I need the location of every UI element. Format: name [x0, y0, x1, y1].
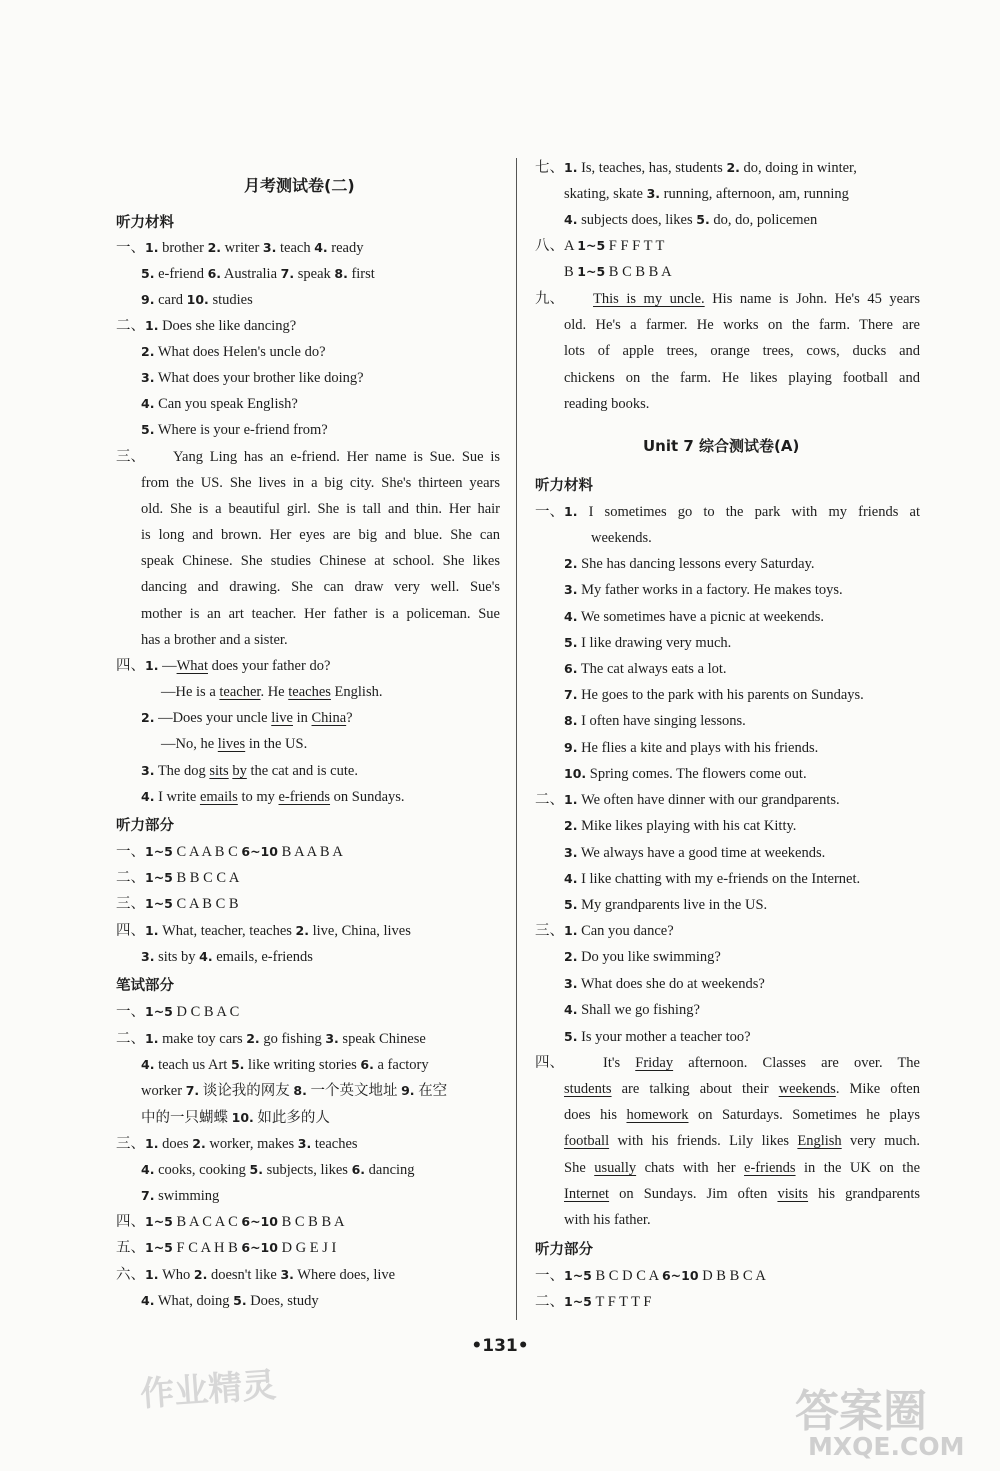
sentence-line: 4. We sometimes have a picnic at weekends. — [564, 609, 825, 625]
sentence-line: 3. My father works in a factory. He makes toys. — [564, 582, 843, 598]
answer-line: 一、1~5 D C B A C — [116, 1004, 240, 1020]
question-line: 2. Do you like swimming? — [564, 949, 721, 965]
sentence-line: 10. Spring comes. The flowers come out. — [564, 766, 807, 782]
watermark-logo: 答案圈 — [795, 1386, 927, 1437]
passage-line: chickens on the farm. He likes playing football and — [564, 370, 920, 386]
sentence-line: 5. My grandparents live in the US. — [564, 897, 768, 913]
passage-line: mother is an art teacher. Her father is a policeman. Sue — [141, 606, 500, 622]
answer-line: 中的一只蝴蝶 10. 如此多的人 — [141, 1110, 330, 1126]
passage-line: She usually chats with her e-friends in the UK on the — [564, 1160, 921, 1176]
passage-line: with his father. — [564, 1212, 651, 1228]
answer-line: 八、A 1~5 F F F T T — [535, 238, 665, 254]
sentence-line: 2. She has dancing lessons every Saturday. — [564, 556, 815, 572]
answer-line: 一、1~5 B C D C A 6~10 D B B C A — [535, 1268, 766, 1284]
watermark-text: 作业精灵 — [139, 1365, 278, 1415]
section-heading: 听力部分 — [116, 818, 174, 834]
answer-line: 四、1~5 B A C A C 6~10 B C B B A — [116, 1214, 345, 1230]
dialogue-line: 3. The dog sits by the cat and is cute. — [141, 763, 358, 779]
unit-title: Unit 7 综合测试卷(A) — [643, 437, 800, 455]
column-divider — [516, 158, 517, 1320]
page-title: 月考测试卷(二) — [244, 176, 355, 195]
answer-line: 三、1~5 C A B C B — [116, 896, 239, 912]
answer-line: 二、1. make toy cars 2. go fishing 3. speak Chinese — [116, 1031, 426, 1047]
passage-line: football with his friends. Lily likes English very much. — [564, 1133, 920, 1149]
passage-line: speak Chinese. She studies Chinese at school. She likes — [141, 553, 500, 569]
passage-line: students are talking about their weekends. Mike often — [564, 1081, 920, 1097]
answer-line: 7. swimming — [141, 1188, 220, 1204]
question-line: 5. Where is your e-friend from? — [141, 422, 328, 438]
section-heading: 听力部分 — [535, 1242, 593, 1258]
answer-line: 三、1. does 2. worker, makes 3. teaches — [116, 1136, 358, 1152]
sentence-line: 3. We always have a good time at weekends. — [564, 845, 826, 861]
answer-line: 4. What, doing 5. Does, study — [141, 1293, 319, 1309]
sentence-line: 二、1. We often have dinner with our grandparents. — [535, 792, 840, 808]
answer-line: 一、1~5 C A A B C 6~10 B A A B A — [116, 844, 343, 860]
sentence-line: weekends. — [591, 530, 652, 546]
page-number: •131• — [471, 1336, 529, 1356]
answer-line: 二、1~5 B B C C A — [116, 870, 240, 886]
section-label: 九、 — [535, 291, 564, 307]
watermark-url: MXQE.COM — [808, 1432, 965, 1461]
passage-line: from the US. She lives in a big city. She's thirteen years — [141, 475, 500, 491]
answer-line: 9. card 10. studies — [141, 292, 253, 308]
dialogue-line: 四、1. —What does your father do? — [116, 658, 331, 674]
answer-line: 3. sits by 4. emails, e-friends — [141, 949, 313, 965]
section-label: 四、 — [535, 1055, 564, 1071]
section-heading: 笔试部分 — [116, 978, 174, 994]
passage-line: old. He's a farmer. He works on the farm. There are — [564, 317, 920, 333]
question-line: 4. Shall we go fishing? — [564, 1002, 700, 1018]
sentence-line: 7. He goes to the park with his parents on Sundays. — [564, 687, 864, 703]
question-line: 三、1. Can you dance? — [535, 923, 674, 939]
section-label: 三、 — [116, 449, 145, 465]
sentence-line: 8. I often have singing lessons. — [564, 713, 746, 729]
answer-line: 六、1. Who 2. doesn't like 3. Where does, live — [116, 1267, 396, 1283]
dialogue-line: 2. —Does your uncle live in China? — [141, 710, 353, 726]
passage-line: old. She is a beautiful girl. She is tall and thin. Her hair — [141, 501, 500, 517]
sentence-line: 9. He flies a kite and plays with his friends. — [564, 740, 819, 756]
section-heading: 听力材料 — [535, 478, 593, 494]
sentence-line: 2. Mike likes playing with his cat Kitty. — [564, 818, 797, 834]
answer-line: 二、1~5 T F T T F — [535, 1294, 652, 1310]
question-line: 2. What does Helen's uncle do? — [141, 344, 326, 360]
question-line: 3. What does she do at weekends? — [564, 976, 765, 992]
passage-line: is long and brown. Her eyes are big and blue. She can — [141, 527, 500, 543]
dialogue-line: —He is a teacher. He teaches English. — [161, 684, 383, 700]
passage-line: has a brother and a sister. — [141, 632, 288, 648]
passage-line: It's Friday afternoon. Classes are over. The — [603, 1055, 920, 1071]
question-line: 二、1. Does she like dancing? — [116, 318, 297, 334]
passage-line: lots of apple trees, orange trees, cows, ducks and — [564, 343, 920, 359]
passage-line: does his homework on Saturdays. Sometimes he plays — [564, 1107, 921, 1123]
passage-line: reading books. — [564, 396, 650, 412]
question-line: 3. What does your brother like doing? — [141, 370, 364, 386]
answer-line: skating, skate 3. running, afternoon, am, running — [564, 186, 849, 202]
section-label: 一、 — [535, 504, 564, 520]
answer-line: 一、1. brother 2. writer 3. teach 4. ready — [116, 240, 364, 256]
sentence-line: 1. I sometimes go to the park with my friends at — [564, 504, 920, 520]
answer-line: 5. e-friend 6. Australia 7. speak 8. first — [141, 266, 375, 282]
answer-line: B 1~5 B C B B A — [564, 264, 672, 280]
answer-line: 4. teach us Art 5. like writing stories 6. a factory — [141, 1057, 429, 1073]
sentence-line: 4. I like chatting with my e-friends on the Internet. — [564, 871, 861, 887]
passage-line: Internet on Sundays. Jim often visits his grandparents — [564, 1186, 920, 1202]
dialogue-line: 4. I write emails to my e-friends on Sundays. — [141, 789, 405, 805]
passage-line: dancing and drawing. She can draw very well. Sue's — [141, 579, 500, 595]
passage-line: Yang Ling has an e-friend. Her name is Sue. Sue is — [173, 449, 500, 465]
answer-line: 四、1. What, teacher, teaches 2. live, China, lives — [116, 923, 411, 939]
answer-line: worker 7. 谈论我的网友 8. 一个英文地址 9. 在空 — [141, 1083, 448, 1099]
dialogue-line: —No, he lives in the US. — [161, 736, 308, 752]
sentence-line: 6. The cat always eats a lot. — [564, 661, 727, 677]
answer-line: 4. cooks, cooking 5. subjects, likes 6. dancing — [141, 1162, 415, 1178]
question-line: 4. Can you speak English? — [141, 396, 298, 412]
sentence-line: 5. I like drawing very much. — [564, 635, 732, 651]
section-heading: 听力材料 — [116, 215, 174, 231]
passage-line: This is my uncle. His name is John. He's 45 years — [593, 291, 920, 307]
answer-line: 五、1~5 F C A H B 6~10 D G E J I — [116, 1240, 337, 1256]
question-line: 5. Is your mother a teacher too? — [564, 1029, 751, 1045]
answer-line: 七、1. Is, teaches, has, students 2. do, doing in winter, — [535, 160, 857, 176]
answer-line: 4. subjects does, likes 5. do, do, policemen — [564, 212, 818, 228]
